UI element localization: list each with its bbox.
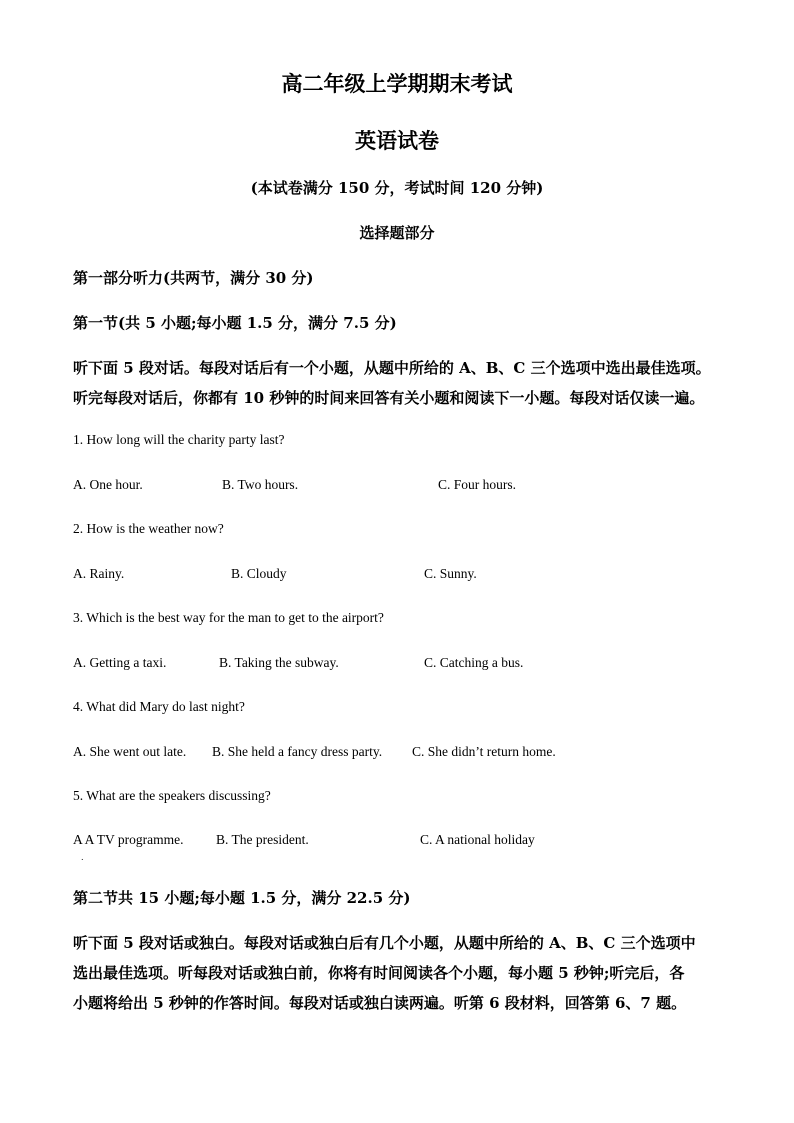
question-1-option-b[interactable]: B. Two hours. xyxy=(222,477,299,492)
exam-title: 高二年级上学期期末考试 xyxy=(281,71,513,96)
question-2-option-c[interactable]: C. Sunny. xyxy=(424,566,477,581)
question-4-option-a[interactable]: A. She went out late. xyxy=(73,744,187,759)
stray-mark: . xyxy=(81,853,84,862)
question-1-option-a[interactable]: A. One hour. xyxy=(73,477,143,492)
section-two-instruction-line-3: 小题将给出 5 秒钟的作答时间。每段对话或独白读两遍。听第 6 段材料，回答第 6、7 题。 xyxy=(73,994,687,1012)
question-3-option-c[interactable]: C. Catching a bus. xyxy=(424,655,524,670)
section-one-instruction-line-2: 听完每段对话后，你都有 10 秒钟的时间来回答有关小题和阅读下一小题。每段对话仅读一遍。 xyxy=(73,389,705,407)
question-1-option-c[interactable]: C. Four hours. xyxy=(438,477,517,492)
section-two-instruction-line-1: 听下面 5 段对话或独白。每段对话或独白后有几个小题，从题中所给的 A、B、C 三个选项中 xyxy=(73,934,696,952)
exam-note: (本试卷满分 150 分，考试时间 120 分钟) xyxy=(250,179,544,197)
question-3: 3. Which is the best way for the man to get to the airport? xyxy=(73,610,384,625)
exam-subject: 英语试卷 xyxy=(355,128,439,153)
question-2-option-a[interactable]: A. Rainy. xyxy=(73,566,125,581)
section-label: 选择题部分 xyxy=(359,224,435,242)
section-two-heading: 第二节共 15 小题;每小题 1.5 分，满分 22.5 分) xyxy=(73,889,411,907)
question-5-option-c[interactable]: C. A national holiday xyxy=(420,832,535,847)
question-3-option-a[interactable]: A. Getting a taxi. xyxy=(73,655,167,670)
question-5-option-a[interactable]: A A TV programme. xyxy=(73,832,184,847)
question-4-option-b[interactable]: B. She held a fancy dress party. xyxy=(212,744,383,759)
section-one-instruction-line-1: 听下面 5 段对话。每段对话后有一个小题，从题中所给的 A、B、C 三个选项中选出最佳选项。 xyxy=(73,359,711,377)
question-3-option-b[interactable]: B. Taking the subway. xyxy=(219,655,339,670)
question-4: 4. What did Mary do last night? xyxy=(73,699,245,714)
question-5-option-b[interactable]: B. The president. xyxy=(216,832,309,847)
question-1: 1. How long will the charity party last? xyxy=(73,432,285,447)
question-5: 5. What are the speakers discussing? xyxy=(73,788,271,803)
question-2: 2. How is the weather now? xyxy=(73,521,224,536)
section-one-heading: 第一节(共 5 小题;每小题 1.5 分，满分 7.5 分) xyxy=(73,314,397,332)
question-4-option-c[interactable]: C. She didn’t return home. xyxy=(412,744,556,759)
part-one-heading: 第一部分听力(共两节，满分 30 分) xyxy=(73,269,314,287)
question-2-option-b[interactable]: B. Cloudy xyxy=(231,566,287,581)
section-two-instruction-line-2: 选出最佳选项。听每段对话或独白前，你将有时间阅读各个小题，每小题 5 秒钟;听完后，各 xyxy=(73,964,685,982)
